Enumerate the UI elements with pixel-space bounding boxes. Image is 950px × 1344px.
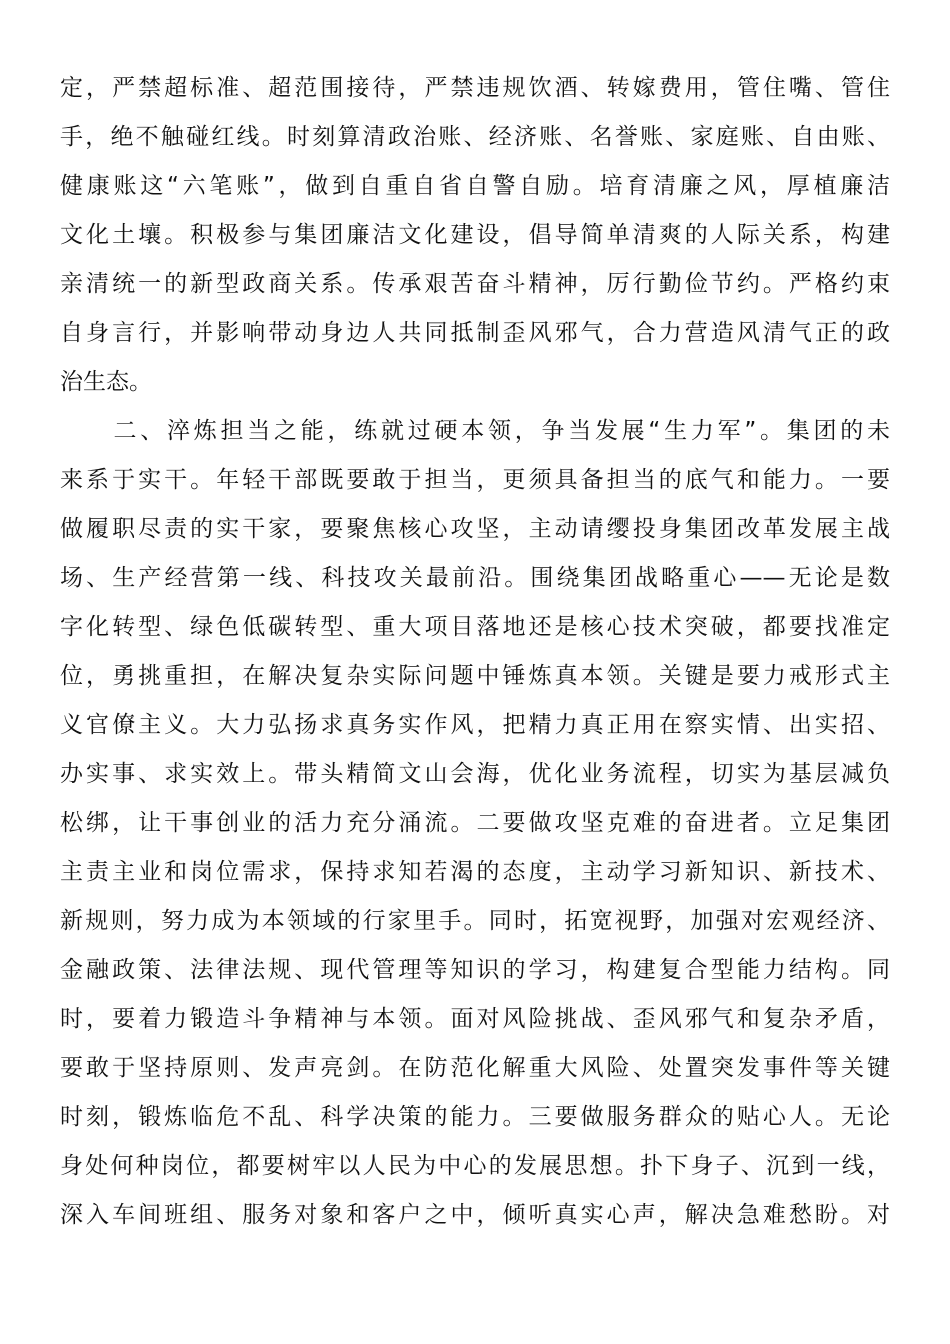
- text-line: 办实事、求实效上。带头精简文山会海，优化业务流程，切实为基层减负: [60, 761, 890, 787]
- text-line: 时，要着力锻造斗争精神与本领。面对风险挑战、歪风邪气和复杂矛盾，: [60, 1006, 890, 1032]
- text-line: 金融政策、法律法规、现代管理等知识的学习，构建复合型能力结构。同: [60, 957, 890, 983]
- text-line: 做履职尽责的实干家，要聚焦核心攻坚，主动请缨投身集团改革发展主战: [60, 516, 890, 542]
- text-line: 二、淬炼担当之能，练就过硬本领，争当发展“生力军”。集团的未: [60, 418, 890, 444]
- text-line: 健康账这“六笔账”，做到自重自省自警自励。培育清廉之风，厚植廉洁: [60, 173, 890, 199]
- text-line: 文化土壤。积极参与集团廉洁文化建设，倡导简单清爽的人际关系，构建: [60, 222, 890, 248]
- text-line: 来系于实干。年轻干部既要敢于担当，更须具备担当的底气和能力。一要: [60, 467, 890, 493]
- text-line: 新规则，努力成为本领域的行家里手。同时，拓宽视野，加强对宏观经济、: [60, 908, 890, 934]
- document-body: [60, 64, 890, 1240]
- text-line: 字化转型、绿色低碳转型、重大项目落地还是核心技术突破，都要找准定: [60, 614, 890, 640]
- text-line: 手，绝不触碰红线。时刻算清政治账、经济账、名誉账、家庭账、自由账、: [60, 124, 890, 150]
- text-line: 深入车间班组、服务对象和客户之中，倾听真实心声，解决急难愁盼。对: [60, 1202, 890, 1228]
- text-line: 义官僚主义。大力弘扬求真务实作风，把精力真正用在察实情、出实招、: [60, 712, 890, 738]
- text-line: 定，严禁超标准、超范围接待，严禁违规饮酒、转嫁费用，管住嘴、管住: [60, 75, 890, 101]
- text-line: 要敢于坚持原则、发声亮剑。在防范化解重大风险、处置突发事件等关键: [60, 1055, 890, 1081]
- text-line: 治生态。: [60, 369, 152, 395]
- text-line: 时刻，锻炼临危不乱、科学决策的能力。三要做服务群众的贴心人。无论: [60, 1104, 890, 1130]
- text-line: 松绑，让干事创业的活力充分涌流。二要做攻坚克难的奋进者。立足集团: [60, 810, 890, 836]
- text-line: 位，勇挑重担，在解决复杂实际问题中锤炼真本领。关键是要力戒形式主: [60, 663, 890, 689]
- text-line: 身处何种岗位，都要树牢以人民为中心的发展思想。扑下身子、沉到一线，: [60, 1153, 890, 1179]
- text-line: 自身言行，并影响带动身边人共同抵制歪风邪气，合力营造风清气正的政: [60, 320, 890, 346]
- text-line: 场、生产经营第一线、科技攻关最前沿。围绕集团战略重心——无论是数: [60, 565, 890, 591]
- text-line: 亲清统一的新型政商关系。传承艰苦奋斗精神，厉行勤俭节约。严格约束: [60, 271, 890, 297]
- text-line: 主责主业和岗位需求，保持求知若渴的态度，主动学习新知识、新技术、: [60, 859, 890, 885]
